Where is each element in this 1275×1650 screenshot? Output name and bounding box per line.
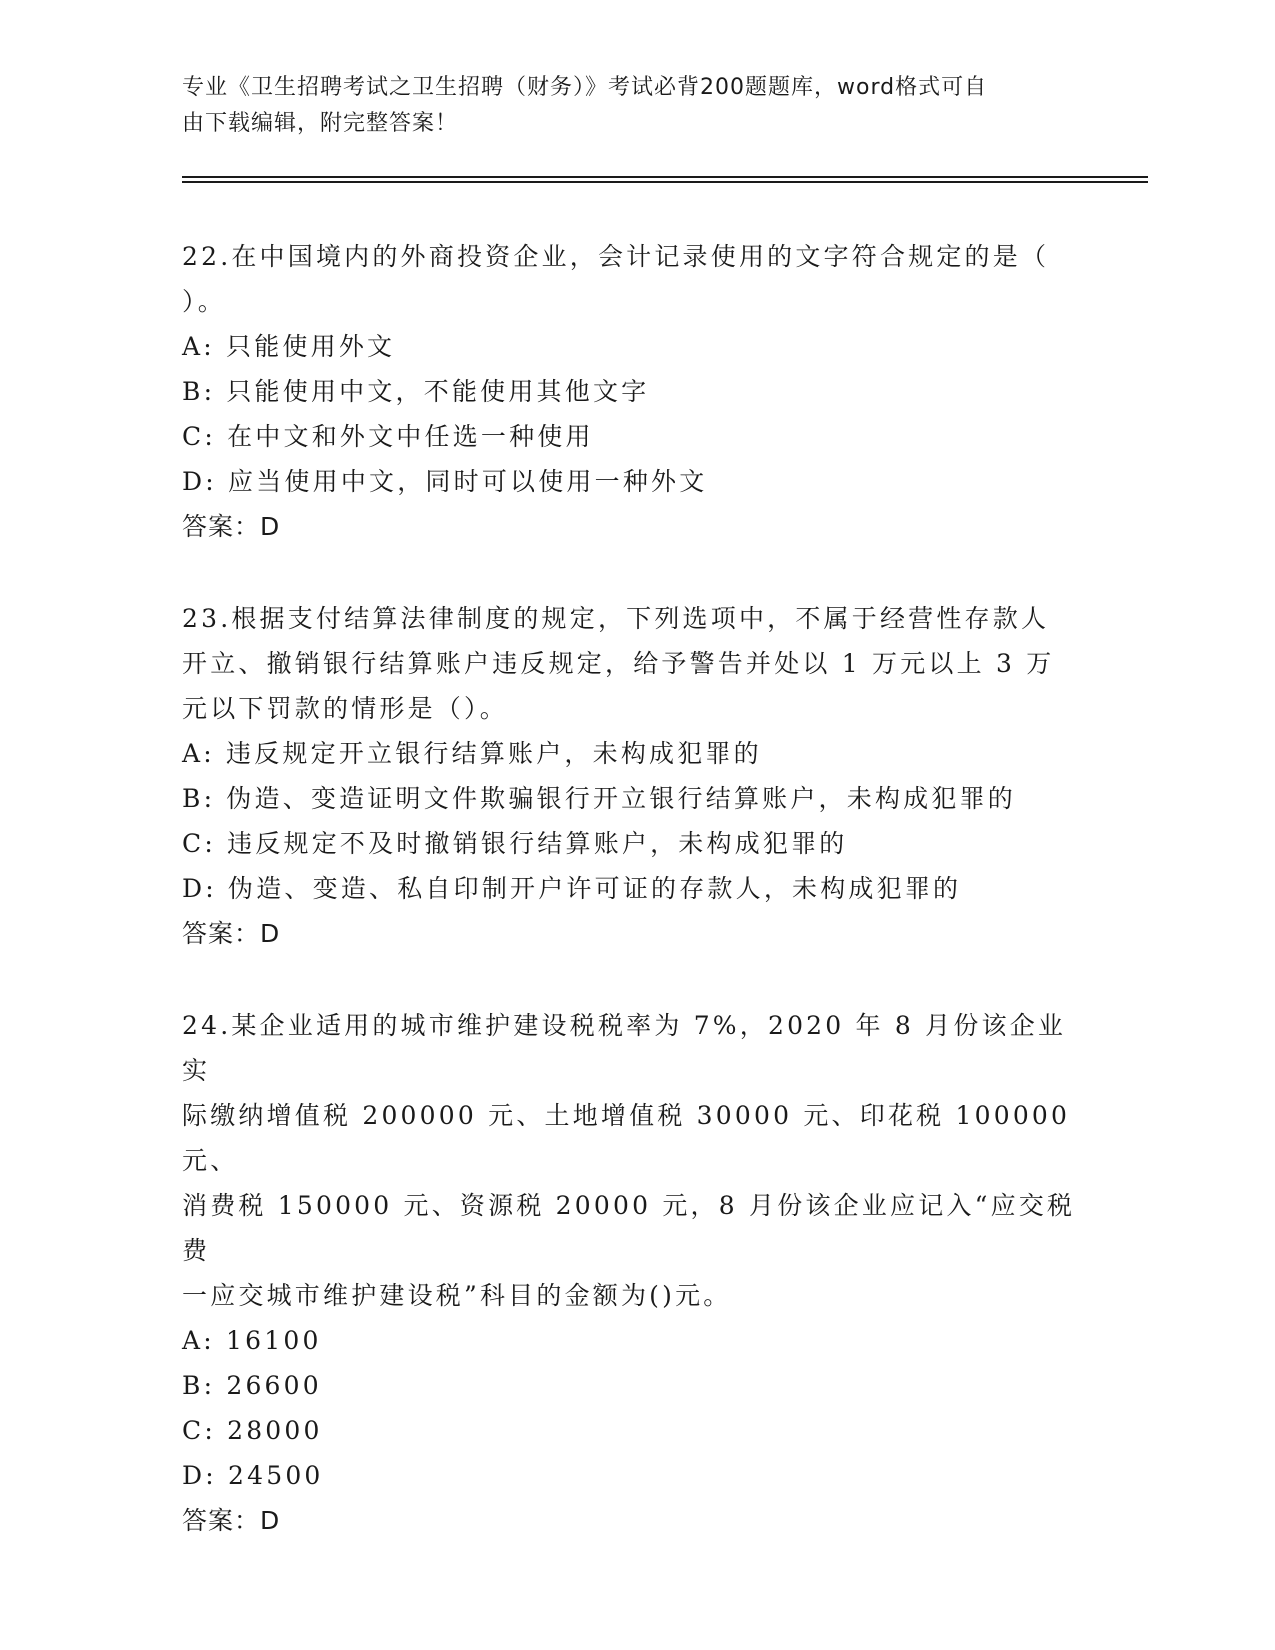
question-stem-line: ）。 xyxy=(182,287,226,316)
option-d: D: 24500 xyxy=(182,1461,324,1490)
question-stem-line: 消费税 150000 元、资源税 20000 元，8 月份该企业应记入“应交税费 xyxy=(182,1191,1076,1265)
document-header xyxy=(182,70,1062,142)
option-a: A: 只能使用外文 xyxy=(182,332,396,361)
question-stem-line: 开立、撤销银行结算账户违反规定，给予警告并处以 1 万元以上 3 万 xyxy=(182,649,1055,678)
option-d: D: 伪造、变造、私自印制开户许可证的存款人，未构成犯罪的 xyxy=(182,874,962,903)
question-23 xyxy=(182,596,1082,956)
option-c: C: 违反规定不及时撤销银行结算账户，未构成犯罪的 xyxy=(182,829,848,858)
question-stem-line: 际缴纳增值税 200000 元、土地增值税 30000 元、印花税 100000 元、 xyxy=(182,1101,1071,1175)
question-22 xyxy=(182,234,1082,549)
option-a: A: 16100 xyxy=(182,1326,322,1355)
answer-line: 答案：D xyxy=(182,512,281,541)
question-stem-line: 23.根据支付结算法律制度的规定，下列选项中，不属于经营性存款人 xyxy=(182,604,1050,633)
header-divider xyxy=(182,181,1148,183)
option-b: B: 26600 xyxy=(182,1371,322,1400)
question-stem-line: 一应交城市维护建设税”科目的金额为()元。 xyxy=(182,1281,732,1310)
option-d: D: 应当使用中文，同时可以使用一种外文 xyxy=(182,467,708,496)
question-stem-line: 24.某企业适用的城市维护建设税税率为 7%，2020 年 8 月份该企业实 xyxy=(182,1011,1067,1085)
question-24 xyxy=(182,1003,1082,1543)
header-line: 专业《卫生招聘考试之卫生招聘（财务）》考试必背200题题库，word格式可自 xyxy=(182,75,988,100)
question-stem-line: 元以下罚款的情形是（）。 xyxy=(182,694,508,723)
option-a: A: 违反规定开立银行结算账户，未构成犯罪的 xyxy=(182,739,762,768)
answer-line: 答案：D xyxy=(182,919,281,948)
header-line: 由下载编辑，附完整答案！ xyxy=(182,111,459,136)
header-divider xyxy=(182,176,1148,178)
option-b: B: 只能使用中文，不能使用其他文字 xyxy=(182,377,650,406)
option-c: C: 28000 xyxy=(182,1416,323,1445)
option-c: C: 在中文和外文中任选一种使用 xyxy=(182,422,594,451)
question-stem-line: 22.在中国境内的外商投资企业，会计记录使用的文字符合规定的是（ xyxy=(182,242,1050,271)
answer-line: 答案：D xyxy=(182,1506,281,1535)
option-b: B: 伪造、变造证明文件欺骗银行开立银行结算账户，未构成犯罪的 xyxy=(182,784,1016,813)
